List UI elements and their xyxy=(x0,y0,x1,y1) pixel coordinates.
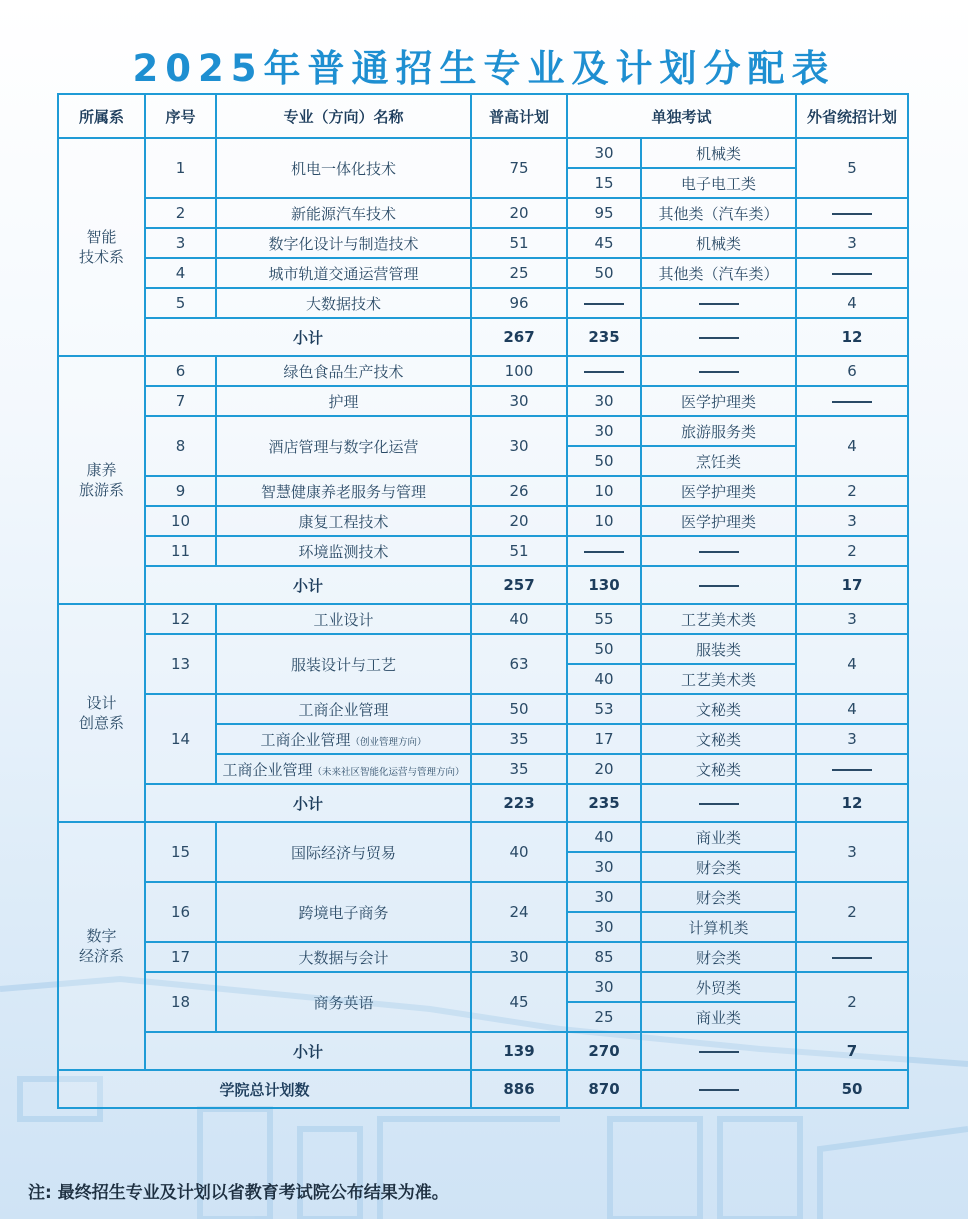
out-of-province-plan: 3 xyxy=(796,506,908,536)
single-exam-count: 30 xyxy=(567,138,641,168)
single-exam-category: 医学护理类 xyxy=(641,476,796,506)
single-exam-category xyxy=(641,288,796,318)
single-exam-category: 文秘类 xyxy=(641,754,796,784)
gaokao-plan: 30 xyxy=(471,416,567,476)
major-name xyxy=(216,724,471,754)
dash-mark xyxy=(832,213,872,215)
subtotal-label: 小计 xyxy=(145,1032,471,1070)
out-of-province-plan: 2 xyxy=(796,882,908,942)
out-of-province-plan: 3 xyxy=(796,228,908,258)
grand-total-gaokao: 886 xyxy=(471,1070,567,1108)
subtotal-single-exam: 270 xyxy=(567,1032,641,1070)
row-number: 6 xyxy=(145,356,216,386)
gaokao-plan: 96 xyxy=(471,288,567,318)
single-exam-category: 机械类 xyxy=(641,228,796,258)
subtotal-gaokao: 139 xyxy=(471,1032,567,1070)
gaokao-plan: 30 xyxy=(471,386,567,416)
out-of-province-plan: 4 xyxy=(796,634,908,694)
single-exam-category: 商业类 xyxy=(641,822,796,852)
subtotal-category xyxy=(641,566,796,604)
department-name-line: 经济系 xyxy=(78,947,124,965)
major-name: 新能源汽车技术 xyxy=(216,198,471,228)
subtotal-gaokao: 257 xyxy=(471,566,567,604)
single-exam-category: 工艺美术类 xyxy=(641,664,796,694)
table-row xyxy=(58,476,908,506)
department-name xyxy=(58,822,145,1070)
gaokao-plan: 25 xyxy=(471,258,567,288)
single-exam-count: 30 xyxy=(567,386,641,416)
major-name: 环境监测技术 xyxy=(216,536,471,566)
row-number: 2 xyxy=(145,198,216,228)
out-of-province-plan: 2 xyxy=(796,536,908,566)
major-name-text: 工商企业管理 xyxy=(260,730,351,749)
department-name-line: 康养 xyxy=(86,461,117,479)
department-name xyxy=(58,356,145,604)
single-exam-category xyxy=(641,536,796,566)
gaokao-plan: 20 xyxy=(471,506,567,536)
single-exam-category: 计算机类 xyxy=(641,912,796,942)
row-number: 8 xyxy=(145,416,216,476)
table-row xyxy=(58,288,908,318)
row-number: 4 xyxy=(145,258,216,288)
single-exam-category: 其他类（汽车类） xyxy=(641,258,796,288)
major-name-text: 工商企业管理 xyxy=(298,700,389,719)
row-number: 1 xyxy=(145,138,216,198)
table-row xyxy=(58,506,908,536)
major-name: 工业设计 xyxy=(216,604,471,634)
dash-mark xyxy=(699,585,739,587)
table-row xyxy=(58,822,908,852)
major-name: 大数据与会计 xyxy=(216,942,471,972)
table-row xyxy=(58,198,908,228)
single-exam-category: 医学护理类 xyxy=(641,506,796,536)
single-exam-category: 商业类 xyxy=(641,1002,796,1032)
dash-mark xyxy=(832,957,872,959)
row-number: 14 xyxy=(145,694,216,784)
gaokao-plan: 24 xyxy=(471,882,567,942)
single-exam-count: 30 xyxy=(567,852,641,882)
table-row xyxy=(58,634,908,664)
single-exam-count: 45 xyxy=(567,228,641,258)
out-of-province-plan: 3 xyxy=(796,822,908,882)
gaokao-plan: 51 xyxy=(471,536,567,566)
major-name: 数字化设计与制造技术 xyxy=(216,228,471,258)
footnote: 注: 最终招生专业及计划以省教育考试院公布结果为准。 xyxy=(28,1183,449,1203)
single-exam-count: 30 xyxy=(567,972,641,1002)
single-exam-count: 85 xyxy=(567,942,641,972)
gaokao-plan: 51 xyxy=(471,228,567,258)
grand-total-label: 学院总计划数 xyxy=(58,1070,471,1108)
out-of-province-plan xyxy=(796,754,908,784)
major-name: 酒店管理与数字化运营 xyxy=(216,416,471,476)
row-number: 5 xyxy=(145,288,216,318)
major-direction-note: （创业管理方向） xyxy=(350,736,427,748)
subtotal-row xyxy=(58,1032,908,1070)
single-exam-count: 17 xyxy=(567,724,641,754)
out-of-province-plan: 3 xyxy=(796,724,908,754)
subtotal-row xyxy=(58,318,908,356)
department-name-line: 智能 xyxy=(86,228,117,246)
table-row xyxy=(58,386,908,416)
major-name: 大数据技术 xyxy=(216,288,471,318)
gaokao-plan: 35 xyxy=(471,754,567,784)
gaokao-plan: 35 xyxy=(471,724,567,754)
single-exam-category: 外贸类 xyxy=(641,972,796,1002)
dash-mark xyxy=(699,371,739,373)
subtotal-gaokao: 267 xyxy=(471,318,567,356)
table-header-row xyxy=(58,94,908,138)
header-dept: 所属系 xyxy=(58,94,145,138)
major-name: 康复工程技术 xyxy=(216,506,471,536)
subtotal-category xyxy=(641,318,796,356)
subtotal-category xyxy=(641,1032,796,1070)
row-number: 17 xyxy=(145,942,216,972)
major-name: 机电一体化技术 xyxy=(216,138,471,198)
out-of-province-plan: 3 xyxy=(796,604,908,634)
single-exam-category xyxy=(641,356,796,386)
header-single-exam: 单独考试 xyxy=(567,94,796,138)
single-exam-category: 烹饪类 xyxy=(641,446,796,476)
major-name: 绿色食品生产技术 xyxy=(216,356,471,386)
subtotal-single-exam: 235 xyxy=(567,318,641,356)
row-number: 12 xyxy=(145,604,216,634)
single-exam-category: 其他类（汽车类） xyxy=(641,198,796,228)
subtotal-label: 小计 xyxy=(145,318,471,356)
subtotal-gaokao: 223 xyxy=(471,784,567,822)
dash-mark xyxy=(699,337,739,339)
table-row xyxy=(58,138,908,168)
subtotal-out-of-province: 7 xyxy=(796,1032,908,1070)
gaokao-plan: 100 xyxy=(471,356,567,386)
header-gaokao-plan: 普高计划 xyxy=(471,94,567,138)
table-row xyxy=(58,228,908,258)
table-row xyxy=(58,536,908,566)
row-number: 3 xyxy=(145,228,216,258)
table-row xyxy=(58,972,908,1002)
single-exam-count: 50 xyxy=(567,258,641,288)
out-of-province-plan xyxy=(796,942,908,972)
dash-mark xyxy=(699,551,739,553)
row-number: 7 xyxy=(145,386,216,416)
single-exam-count: 30 xyxy=(567,912,641,942)
department-name xyxy=(58,138,145,356)
single-exam-category: 财会类 xyxy=(641,882,796,912)
out-of-province-plan xyxy=(796,198,908,228)
department-name-line: 数字 xyxy=(86,927,117,945)
major-name: 城市轨道交通运营管理 xyxy=(216,258,471,288)
single-exam-category: 服装类 xyxy=(641,634,796,664)
page-title: 2025年普通招生专业及计划分配表 xyxy=(132,47,836,90)
department-name-line: 设计 xyxy=(86,694,117,712)
department-name-line: 创意系 xyxy=(78,714,124,732)
single-exam-count xyxy=(567,536,641,566)
out-of-province-plan: 2 xyxy=(796,476,908,506)
major-direction-note: （未来社区智能化运营与管理方向） xyxy=(312,766,465,778)
major-name xyxy=(216,694,471,724)
single-exam-count: 53 xyxy=(567,694,641,724)
out-of-province-plan xyxy=(796,258,908,288)
out-of-province-plan: 2 xyxy=(796,972,908,1032)
row-number: 9 xyxy=(145,476,216,506)
table-row xyxy=(58,258,908,288)
single-exam-count: 15 xyxy=(567,168,641,198)
header-major: 专业（方向）名称 xyxy=(216,94,471,138)
header-out-of-province: 外省统招计划 xyxy=(796,94,908,138)
gaokao-plan: 26 xyxy=(471,476,567,506)
single-exam-category: 医学护理类 xyxy=(641,386,796,416)
out-of-province-plan: 6 xyxy=(796,356,908,386)
row-number: 10 xyxy=(145,506,216,536)
single-exam-count: 10 xyxy=(567,506,641,536)
grand-total-category xyxy=(641,1070,796,1108)
dash-mark xyxy=(699,1089,739,1091)
row-number: 16 xyxy=(145,882,216,942)
subtotal-out-of-province: 17 xyxy=(796,566,908,604)
single-exam-count: 50 xyxy=(567,634,641,664)
grand-total-single-exam: 870 xyxy=(567,1070,641,1108)
dash-mark xyxy=(584,371,624,373)
gaokao-plan: 45 xyxy=(471,972,567,1032)
gaokao-plan: 75 xyxy=(471,138,567,198)
single-exam-count: 30 xyxy=(567,882,641,912)
single-exam-count: 95 xyxy=(567,198,641,228)
major-name: 国际经济与贸易 xyxy=(216,822,471,882)
subtotal-out-of-province: 12 xyxy=(796,318,908,356)
dash-mark xyxy=(699,1051,739,1053)
table-row xyxy=(58,882,908,912)
department-name-line: 技术系 xyxy=(78,248,124,266)
subtotal-single-exam: 130 xyxy=(567,566,641,604)
table-row xyxy=(58,416,908,446)
single-exam-category: 电子电工类 xyxy=(641,168,796,198)
row-number: 18 xyxy=(145,972,216,1032)
single-exam-count xyxy=(567,288,641,318)
subtotal-out-of-province: 12 xyxy=(796,784,908,822)
major-name: 智慧健康养老服务与管理 xyxy=(216,476,471,506)
major-name: 商务英语 xyxy=(216,972,471,1032)
gaokao-plan: 63 xyxy=(471,634,567,694)
dash-mark xyxy=(832,273,872,275)
department-name-line: 旅游系 xyxy=(78,481,124,499)
single-exam-category: 机械类 xyxy=(641,138,796,168)
row-number: 15 xyxy=(145,822,216,882)
single-exam-count: 25 xyxy=(567,1002,641,1032)
out-of-province-plan: 5 xyxy=(796,138,908,198)
major-name xyxy=(216,754,471,784)
single-exam-category: 财会类 xyxy=(641,852,796,882)
gaokao-plan: 30 xyxy=(471,942,567,972)
single-exam-count: 40 xyxy=(567,664,641,694)
table-row xyxy=(58,604,908,634)
table-row xyxy=(58,942,908,972)
dash-mark xyxy=(699,803,739,805)
gaokao-plan: 40 xyxy=(471,604,567,634)
subtotal-label: 小计 xyxy=(145,566,471,604)
table-row xyxy=(58,356,908,386)
major-name: 服装设计与工艺 xyxy=(216,634,471,694)
dash-mark xyxy=(699,303,739,305)
single-exam-count: 20 xyxy=(567,754,641,784)
subtotal-row xyxy=(58,566,908,604)
row-number: 13 xyxy=(145,634,216,694)
single-exam-count: 30 xyxy=(567,416,641,446)
dash-mark xyxy=(584,551,624,553)
gaokao-plan: 40 xyxy=(471,822,567,882)
single-exam-count: 10 xyxy=(567,476,641,506)
single-exam-category: 文秘类 xyxy=(641,724,796,754)
out-of-province-plan: 4 xyxy=(796,694,908,724)
table-row xyxy=(58,694,908,724)
subtotal-row xyxy=(58,784,908,822)
single-exam-category: 财会类 xyxy=(641,942,796,972)
single-exam-count: 55 xyxy=(567,604,641,634)
single-exam-category: 文秘类 xyxy=(641,694,796,724)
dash-mark xyxy=(584,303,624,305)
out-of-province-plan: 4 xyxy=(796,416,908,476)
major-name: 跨境电子商务 xyxy=(216,882,471,942)
major-name-text: 工商企业管理 xyxy=(222,760,313,779)
major-name: 护理 xyxy=(216,386,471,416)
header-no: 序号 xyxy=(145,94,216,138)
grand-total-out-of-province: 50 xyxy=(796,1070,908,1108)
out-of-province-plan xyxy=(796,386,908,416)
row-number: 11 xyxy=(145,536,216,566)
single-exam-count: 40 xyxy=(567,822,641,852)
dash-mark xyxy=(832,769,872,771)
gaokao-plan: 20 xyxy=(471,198,567,228)
out-of-province-plan: 4 xyxy=(796,288,908,318)
department-name xyxy=(58,604,145,822)
dash-mark xyxy=(832,401,872,403)
single-exam-count xyxy=(567,356,641,386)
enrollment-plan-table xyxy=(57,93,909,1109)
subtotal-category xyxy=(641,784,796,822)
single-exam-category: 工艺美术类 xyxy=(641,604,796,634)
single-exam-count: 50 xyxy=(567,446,641,476)
subtotal-single-exam: 235 xyxy=(567,784,641,822)
single-exam-category: 旅游服务类 xyxy=(641,416,796,446)
gaokao-plan: 50 xyxy=(471,694,567,724)
subtotal-label: 小计 xyxy=(145,784,471,822)
grand-total-row xyxy=(58,1070,908,1108)
